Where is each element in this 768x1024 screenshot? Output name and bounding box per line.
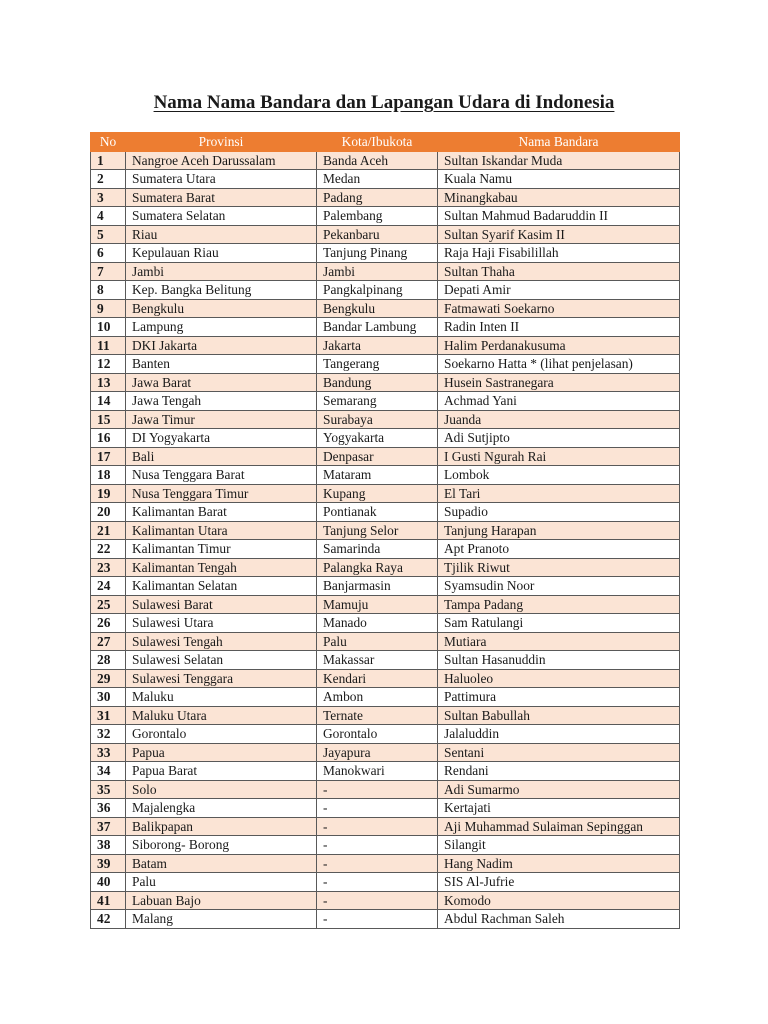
cell-provinsi: Solo	[126, 780, 317, 799]
cell-no: 9	[91, 299, 126, 318]
cell-kota: Gorontalo	[317, 725, 438, 744]
cell-bandara: Adi Sutjipto	[438, 429, 680, 448]
cell-provinsi: Nusa Tenggara Timur	[126, 484, 317, 503]
table-row	[91, 429, 680, 448]
table-header	[91, 133, 680, 152]
cell-bandara: SIS Al-Jufrie	[438, 873, 680, 892]
cell-provinsi: DKI Jakarta	[126, 336, 317, 355]
cell-provinsi: Bengkulu	[126, 299, 317, 318]
cell-bandara: Minangkabau	[438, 188, 680, 207]
cell-no: 25	[91, 595, 126, 614]
cell-bandara: Apt Pranoto	[438, 540, 680, 559]
table-row	[91, 151, 680, 170]
cell-bandara: Achmad Yani	[438, 392, 680, 411]
cell-no: 24	[91, 577, 126, 596]
table-row	[91, 854, 680, 873]
table-row	[91, 762, 680, 781]
cell-bandara: Sam Ratulangi	[438, 614, 680, 633]
cell-provinsi: Jawa Tengah	[126, 392, 317, 411]
cell-bandara: Lombok	[438, 466, 680, 485]
cell-bandara: Sultan Thaha	[438, 262, 680, 281]
table-row	[91, 651, 680, 670]
cell-no: 21	[91, 521, 126, 540]
cell-no: 40	[91, 873, 126, 892]
cell-no: 4	[91, 207, 126, 226]
cell-bandara: Adi Sumarmo	[438, 780, 680, 799]
cell-no: 15	[91, 410, 126, 429]
cell-no: 16	[91, 429, 126, 448]
cell-no: 38	[91, 836, 126, 855]
cell-bandara: Sultan Mahmud Badaruddin II	[438, 207, 680, 226]
table-row	[91, 836, 680, 855]
cell-provinsi: Papua Barat	[126, 762, 317, 781]
cell-kota: Ternate	[317, 706, 438, 725]
cell-provinsi: Kep. Bangka Belitung	[126, 281, 317, 300]
table-body	[91, 151, 680, 928]
cell-bandara: Kertajati	[438, 799, 680, 818]
table-row	[91, 688, 680, 707]
table-row	[91, 817, 680, 836]
cell-kota: -	[317, 891, 438, 910]
cell-provinsi: Kalimantan Barat	[126, 503, 317, 522]
table-row	[91, 540, 680, 559]
cell-bandara: Abdul Rachman Saleh	[438, 910, 680, 929]
cell-kota: Makassar	[317, 651, 438, 670]
cell-kota: Tanjung Selor	[317, 521, 438, 540]
table-row	[91, 669, 680, 688]
table-row	[91, 780, 680, 799]
cell-kota: -	[317, 910, 438, 929]
cell-no: 36	[91, 799, 126, 818]
table-row	[91, 910, 680, 929]
cell-provinsi: Siborong- Borong	[126, 836, 317, 855]
cell-provinsi: Kalimantan Selatan	[126, 577, 317, 596]
cell-provinsi: Maluku Utara	[126, 706, 317, 725]
cell-kota: Mamuju	[317, 595, 438, 614]
cell-no: 39	[91, 854, 126, 873]
cell-kota: -	[317, 817, 438, 836]
cell-provinsi: Sulawesi Utara	[126, 614, 317, 633]
header-no: No	[91, 133, 126, 152]
cell-provinsi: Gorontalo	[126, 725, 317, 744]
cell-no: 14	[91, 392, 126, 411]
cell-no: 22	[91, 540, 126, 559]
table-row	[91, 484, 680, 503]
cell-no: 1	[91, 151, 126, 170]
cell-bandara: Sentani	[438, 743, 680, 762]
table-row	[91, 558, 680, 577]
cell-kota: Bandar Lambung	[317, 318, 438, 337]
cell-no: 11	[91, 336, 126, 355]
cell-provinsi: Maluku	[126, 688, 317, 707]
cell-no: 34	[91, 762, 126, 781]
cell-kota: -	[317, 780, 438, 799]
cell-bandara: Mutiara	[438, 632, 680, 651]
table-row	[91, 614, 680, 633]
cell-bandara: Kuala Namu	[438, 170, 680, 189]
cell-kota: Pekanbaru	[317, 225, 438, 244]
airport-table	[90, 132, 680, 929]
cell-bandara: Soekarno Hatta * (lihat penjelasan)	[438, 355, 680, 374]
cell-provinsi: Labuan Bajo	[126, 891, 317, 910]
cell-provinsi: Lampung	[126, 318, 317, 337]
cell-kota: -	[317, 854, 438, 873]
table-row	[91, 392, 680, 411]
cell-kota: Bengkulu	[317, 299, 438, 318]
cell-kota: Manado	[317, 614, 438, 633]
table-row	[91, 873, 680, 892]
cell-provinsi: Sulawesi Barat	[126, 595, 317, 614]
table-row	[91, 595, 680, 614]
cell-provinsi: Nusa Tenggara Barat	[126, 466, 317, 485]
cell-no: 8	[91, 281, 126, 300]
cell-bandara: Sultan Iskandar Muda	[438, 151, 680, 170]
cell-no: 3	[91, 188, 126, 207]
table-row	[91, 336, 680, 355]
cell-kota: Kupang	[317, 484, 438, 503]
table-row	[91, 299, 680, 318]
header-kota: Kota/Ibukota	[317, 133, 438, 152]
cell-kota: Surabaya	[317, 410, 438, 429]
cell-bandara: Halim Perdanakusuma	[438, 336, 680, 355]
cell-no: 18	[91, 466, 126, 485]
cell-bandara: Juanda	[438, 410, 680, 429]
table-row	[91, 466, 680, 485]
cell-bandara: Haluoleo	[438, 669, 680, 688]
table-row	[91, 410, 680, 429]
table-row	[91, 743, 680, 762]
cell-provinsi: Kalimantan Timur	[126, 540, 317, 559]
cell-provinsi: Riau	[126, 225, 317, 244]
cell-kota: Banda Aceh	[317, 151, 438, 170]
table-row	[91, 799, 680, 818]
table-row	[91, 577, 680, 596]
cell-provinsi: Kalimantan Tengah	[126, 558, 317, 577]
cell-provinsi: Sumatera Utara	[126, 170, 317, 189]
cell-provinsi: Sulawesi Tenggara	[126, 669, 317, 688]
cell-kota: Samarinda	[317, 540, 438, 559]
cell-bandara: Syamsudin Noor	[438, 577, 680, 596]
table-row	[91, 521, 680, 540]
cell-no: 31	[91, 706, 126, 725]
cell-kota: Palembang	[317, 207, 438, 226]
cell-kota: Denpasar	[317, 447, 438, 466]
table-row	[91, 225, 680, 244]
cell-bandara: El Tari	[438, 484, 680, 503]
cell-kota: Pontianak	[317, 503, 438, 522]
table-row	[91, 188, 680, 207]
header-provinsi: Provinsi	[126, 133, 317, 152]
document-title: Nama Nama Bandara dan Lapangan Udara di Indonesia	[153, 92, 615, 113]
cell-bandara: Supadio	[438, 503, 680, 522]
cell-provinsi: Jambi	[126, 262, 317, 281]
cell-kota: Yogyakarta	[317, 429, 438, 448]
cell-no: 27	[91, 632, 126, 651]
cell-no: 28	[91, 651, 126, 670]
header-bandara: Nama Bandara	[438, 133, 680, 152]
cell-no: 6	[91, 244, 126, 263]
table-row	[91, 373, 680, 392]
cell-no: 30	[91, 688, 126, 707]
cell-bandara: Husein Sastranegara	[438, 373, 680, 392]
table-row	[91, 632, 680, 651]
cell-bandara: Komodo	[438, 891, 680, 910]
cell-kota: Jakarta	[317, 336, 438, 355]
cell-provinsi: Jawa Barat	[126, 373, 317, 392]
cell-bandara: Sultan Syarif Kasim II	[438, 225, 680, 244]
cell-kota: Medan	[317, 170, 438, 189]
cell-bandara: Tampa Padang	[438, 595, 680, 614]
cell-kota: Pangkalpinang	[317, 281, 438, 300]
cell-no: 5	[91, 225, 126, 244]
cell-bandara: Fatmawati Soekarno	[438, 299, 680, 318]
cell-no: 33	[91, 743, 126, 762]
cell-kota: Jayapura	[317, 743, 438, 762]
table-row	[91, 725, 680, 744]
cell-no: 35	[91, 780, 126, 799]
cell-provinsi: Nangroe Aceh Darussalam	[126, 151, 317, 170]
cell-bandara: Sultan Babullah	[438, 706, 680, 725]
cell-bandara: Tanjung Harapan	[438, 521, 680, 540]
table-row	[91, 281, 680, 300]
cell-kota: Mataram	[317, 466, 438, 485]
cell-kota: Kendari	[317, 669, 438, 688]
cell-provinsi: Sulawesi Selatan	[126, 651, 317, 670]
cell-kota: Bandung	[317, 373, 438, 392]
table-row	[91, 244, 680, 263]
table-row	[91, 262, 680, 281]
cell-bandara: I Gusti Ngurah Rai	[438, 447, 680, 466]
cell-provinsi: DI Yogyakarta	[126, 429, 317, 448]
table-row	[91, 503, 680, 522]
cell-kota: Tangerang	[317, 355, 438, 374]
cell-provinsi: Papua	[126, 743, 317, 762]
header-row	[91, 133, 680, 152]
cell-bandara: Hang Nadim	[438, 854, 680, 873]
table-row	[91, 447, 680, 466]
cell-kota: -	[317, 836, 438, 855]
cell-no: 17	[91, 447, 126, 466]
cell-no: 41	[91, 891, 126, 910]
cell-provinsi: Kepulauan Riau	[126, 244, 317, 263]
cell-provinsi: Balikpapan	[126, 817, 317, 836]
cell-kota: Palangka Raya	[317, 558, 438, 577]
cell-kota: Banjarmasin	[317, 577, 438, 596]
cell-provinsi: Majalengka	[126, 799, 317, 818]
cell-bandara: Depati Amir	[438, 281, 680, 300]
cell-no: 29	[91, 669, 126, 688]
cell-bandara: Raja Haji Fisabilillah	[438, 244, 680, 263]
cell-no: 20	[91, 503, 126, 522]
cell-provinsi: Batam	[126, 854, 317, 873]
cell-no: 2	[91, 170, 126, 189]
table-row	[91, 355, 680, 374]
cell-provinsi: Sumatera Barat	[126, 188, 317, 207]
cell-kota: Semarang	[317, 392, 438, 411]
cell-provinsi: Palu	[126, 873, 317, 892]
cell-bandara: Radin Inten II	[438, 318, 680, 337]
table-row	[91, 318, 680, 337]
cell-no: 32	[91, 725, 126, 744]
cell-provinsi: Malang	[126, 910, 317, 929]
cell-no: 13	[91, 373, 126, 392]
cell-kota: Palu	[317, 632, 438, 651]
cell-kota: Jambi	[317, 262, 438, 281]
cell-bandara: Jalaluddin	[438, 725, 680, 744]
cell-bandara: Aji Muhammad Sulaiman Sepinggan	[438, 817, 680, 836]
cell-provinsi: Banten	[126, 355, 317, 374]
table-row	[91, 207, 680, 226]
cell-kota: -	[317, 799, 438, 818]
cell-no: 26	[91, 614, 126, 633]
cell-bandara: Tjilik Riwut	[438, 558, 680, 577]
cell-bandara: Rendani	[438, 762, 680, 781]
cell-provinsi: Kalimantan Utara	[126, 521, 317, 540]
cell-kota: Ambon	[317, 688, 438, 707]
cell-no: 37	[91, 817, 126, 836]
cell-bandara: Pattimura	[438, 688, 680, 707]
cell-no: 42	[91, 910, 126, 929]
table-row	[91, 891, 680, 910]
cell-provinsi: Sulawesi Tengah	[126, 632, 317, 651]
cell-kota: Padang	[317, 188, 438, 207]
cell-kota: Tanjung Pinang	[317, 244, 438, 263]
table-row	[91, 170, 680, 189]
cell-kota: -	[317, 873, 438, 892]
cell-kota: Manokwari	[317, 762, 438, 781]
cell-no: 19	[91, 484, 126, 503]
cell-no: 23	[91, 558, 126, 577]
cell-no: 12	[91, 355, 126, 374]
cell-bandara: Silangit	[438, 836, 680, 855]
cell-no: 10	[91, 318, 126, 337]
cell-provinsi: Bali	[126, 447, 317, 466]
cell-no: 7	[91, 262, 126, 281]
cell-provinsi: Jawa Timur	[126, 410, 317, 429]
cell-bandara: Sultan Hasanuddin	[438, 651, 680, 670]
cell-provinsi: Sumatera Selatan	[126, 207, 317, 226]
table-row	[91, 706, 680, 725]
